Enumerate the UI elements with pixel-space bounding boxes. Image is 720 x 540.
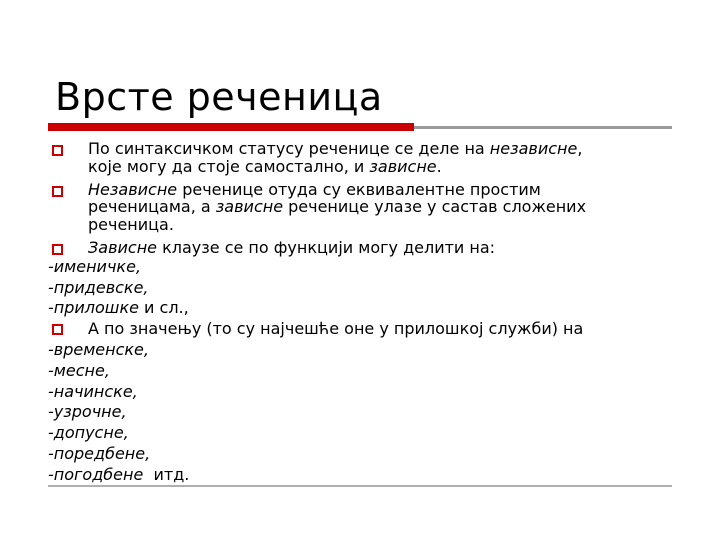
bullet-line-text: реченицама, а зависне реченице улазе у састав сложених (88, 197, 587, 217)
list-item: -допусне, (48, 423, 129, 443)
list-item: -прилошке и сл., (48, 298, 189, 318)
hollow-square-icon (52, 186, 63, 197)
slide-title: Врсте реченица (55, 75, 383, 119)
bullet-item (48, 239, 678, 257)
title-accent-bar (48, 123, 414, 131)
list-item: -узрочне, (48, 402, 127, 422)
bullet-item (48, 319, 678, 340)
bullet-line-text: Зависне клаузе се по функцији могу делити на: (88, 237, 496, 257)
slide-body (48, 140, 678, 486)
list-item: -временске, (48, 339, 149, 359)
bullet-line-text: Независне реченице отуда су еквивалентне простим (88, 179, 541, 199)
list-item: -месне, (48, 360, 110, 380)
hollow-square-icon (52, 324, 63, 335)
bullet-line-text: По синтаксичком статусу реченице се деле на независне, (88, 139, 583, 158)
list-item: -начинске, (48, 381, 138, 401)
bottom-divider (48, 485, 672, 487)
list-item: -поредбене, (48, 443, 151, 463)
bullet-item (48, 181, 678, 234)
bullet-line-text: које могу да стоје самостално, и зависне. (88, 156, 442, 176)
list-item: -погодбене итд. (48, 464, 190, 484)
hollow-square-icon (52, 244, 63, 255)
bullet-line-text: А по значењу (то су најчешће оне у прилошкој служби) на (88, 319, 584, 339)
list-item: -придевске, (48, 277, 149, 297)
list-item: -именичке, (48, 256, 141, 276)
hollow-square-icon (52, 145, 63, 156)
bullet-line-text: реченица. (88, 215, 174, 235)
bullet-item (48, 140, 678, 176)
